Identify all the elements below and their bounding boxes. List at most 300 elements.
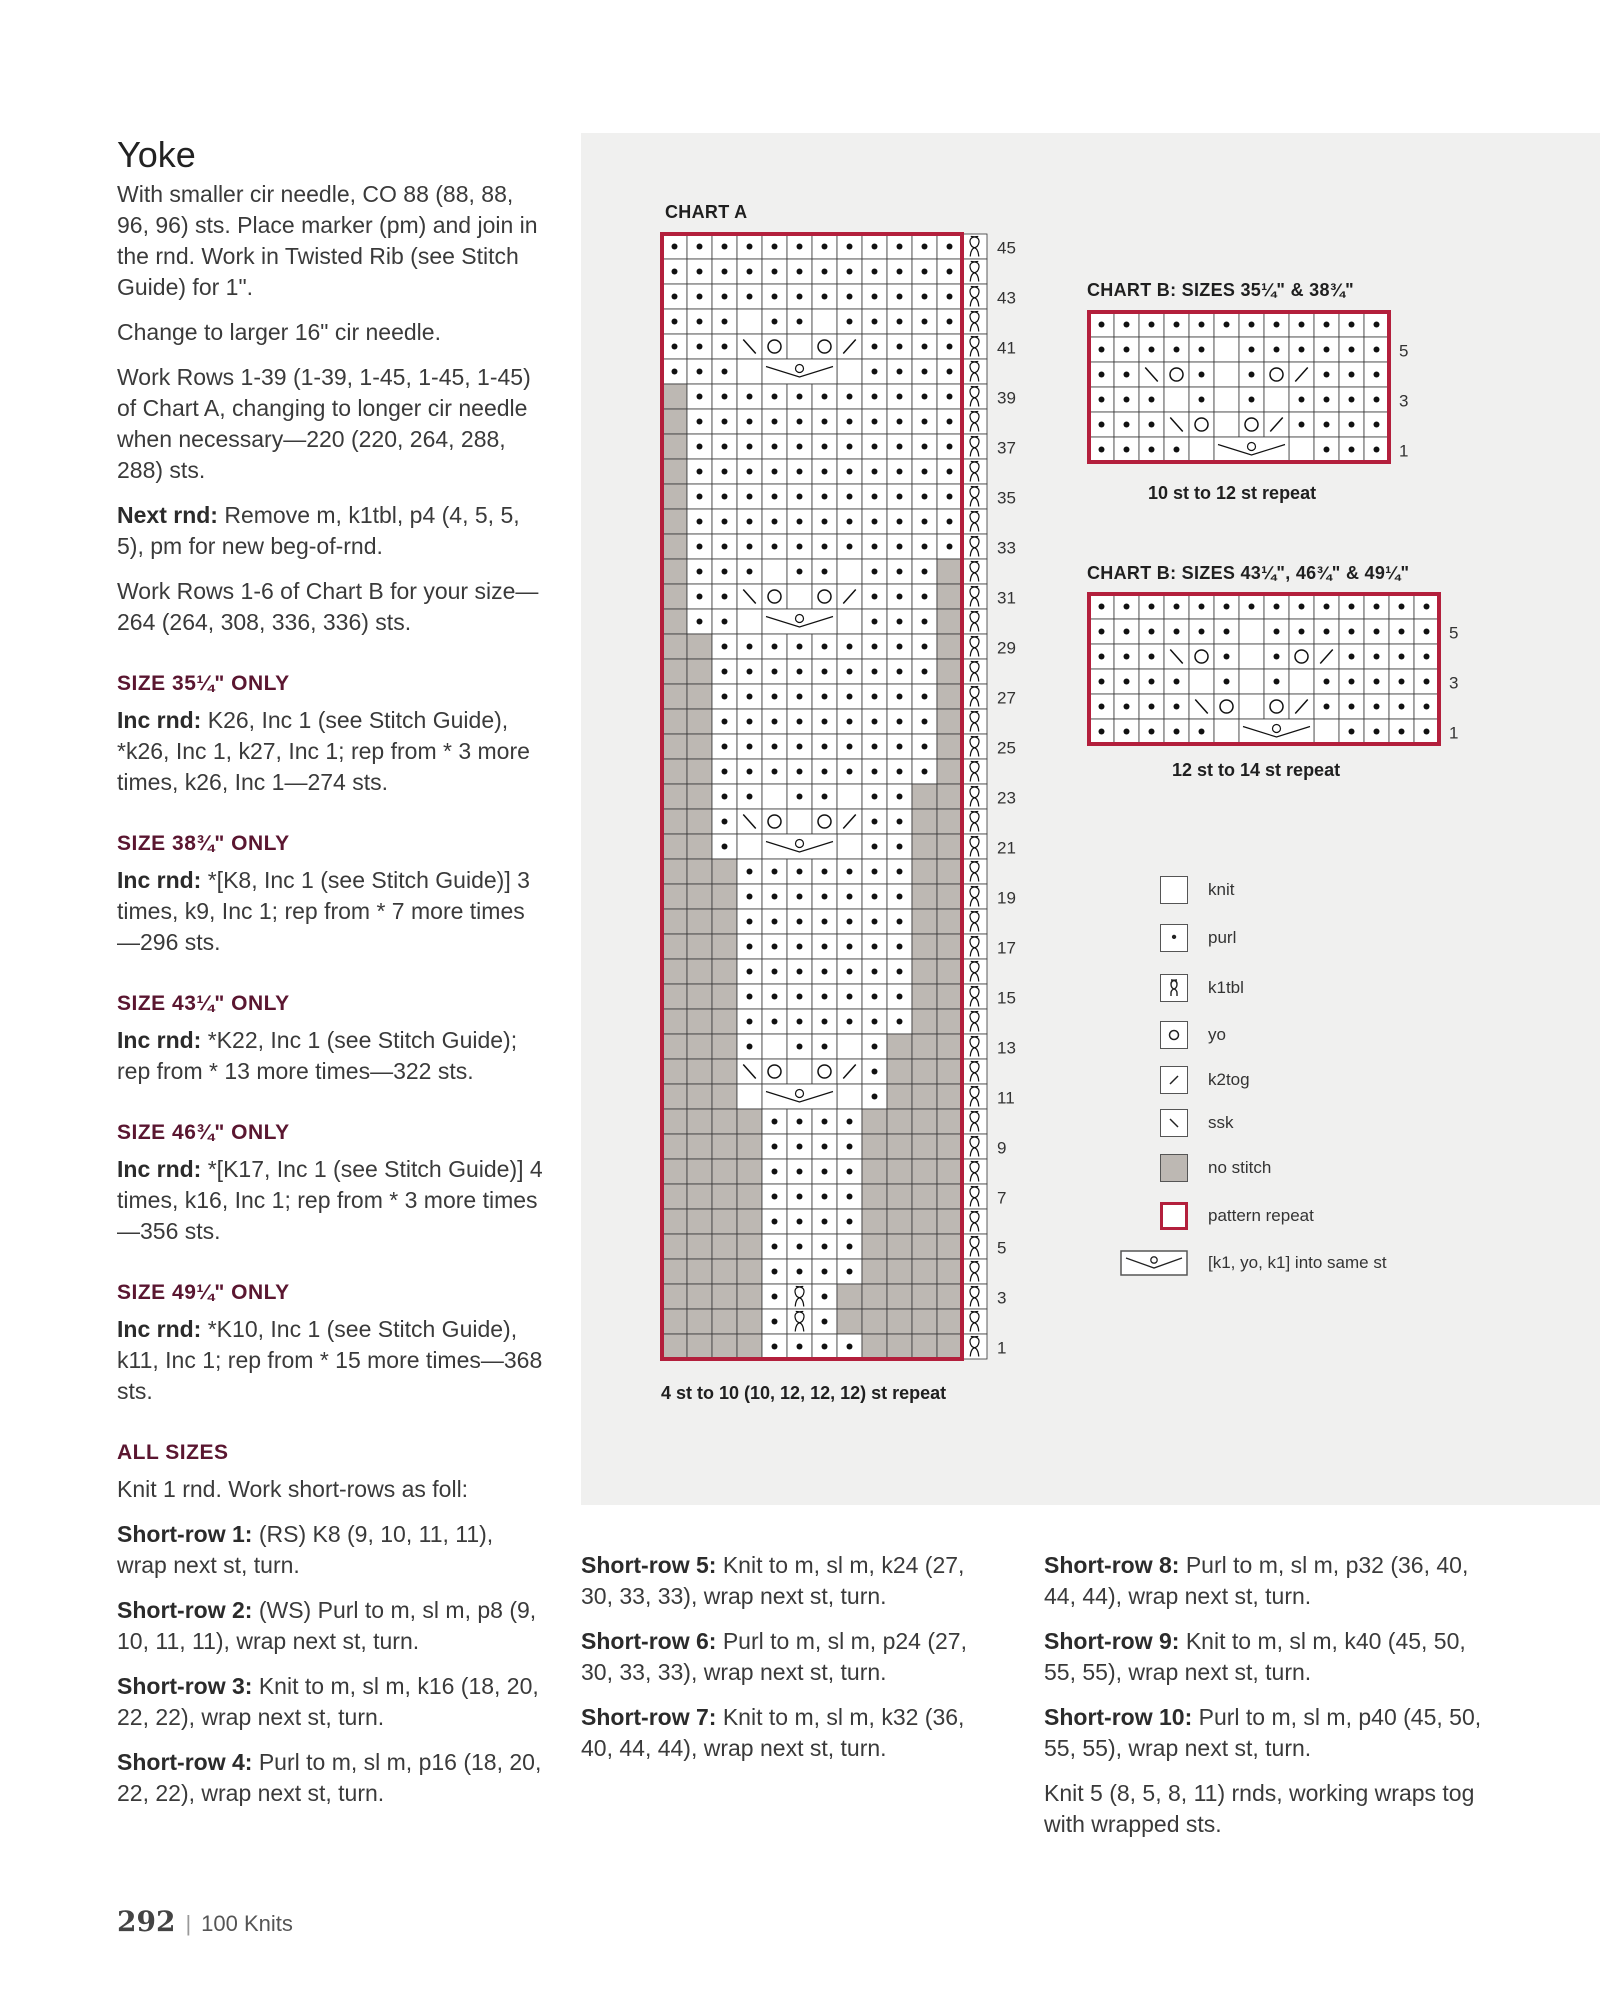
stitch-cell [787, 1284, 812, 1309]
legend-item-k2tog [1160, 1066, 1250, 1094]
no-stitch-cell [662, 1084, 687, 1109]
no-stitch-cell [687, 909, 712, 934]
short-row-text: Knit to m, sl m, k16 (18, 20, 22, 22), wrap next st, turn. [117, 1673, 539, 1730]
legend-item-knit [1160, 876, 1234, 904]
legend-label: no stitch [1208, 1158, 1272, 1177]
stitch-cell [1289, 644, 1314, 669]
no-stitch-cell [887, 1234, 912, 1259]
no-stitch-cell [862, 1209, 887, 1234]
no-stitch-cell [737, 1284, 762, 1309]
no-stitch-cell [662, 709, 687, 734]
k1-yo-k1-cell [1239, 719, 1314, 744]
no-stitch-cell [662, 1009, 687, 1034]
stitch-cell [812, 334, 837, 359]
no-stitch-cell [862, 1134, 887, 1159]
all-sizes-heading: ALL SIZES [117, 1441, 229, 1464]
row-number: 35 [997, 488, 1016, 508]
no-stitch-cell [937, 1259, 962, 1284]
short-row-label: Short-row 4: [117, 1749, 253, 1775]
no-stitch-cell [937, 934, 962, 959]
short-row-text: Knit to m, sl m, k32 (36, 40, 44, 44), wrap next st, turn. [581, 1704, 965, 1761]
stitch-cell [1289, 669, 1314, 694]
no-stitch-cell [687, 1009, 712, 1034]
stitch-cell [962, 1109, 987, 1134]
stitch-cell [787, 584, 812, 609]
inc-rnd-text: *[K8, Inc 1 (see Stitch Guide)] 3 times, k9, Inc 1; rep from * 7 more times—296 sts. [117, 867, 530, 955]
row-number: 5 [1449, 623, 1459, 643]
inc-rnd-text: *K22, Inc 1 (see Stitch Guide); rep from * 13 more times—322 sts. [117, 1027, 518, 1084]
no-stitch-cell [712, 1059, 737, 1084]
no-stitch-cell [662, 509, 687, 534]
short-row-label: Short-row 1: [117, 1521, 253, 1547]
no-stitch-cell [687, 834, 712, 859]
stitch-cell [1264, 694, 1289, 719]
stitch-cell [962, 934, 987, 959]
no-stitch-cell [862, 1234, 887, 1259]
stitch-cell [962, 659, 987, 684]
stitch-cell [1214, 337, 1239, 362]
stitch-cell [962, 1309, 987, 1334]
paragraph-next-rnd [117, 500, 547, 562]
no-stitch-cell [862, 1109, 887, 1134]
no-stitch-cell [712, 1034, 737, 1059]
stitch-cell [1214, 719, 1239, 744]
size-instruction [117, 1025, 547, 1087]
no-stitch-cell [662, 534, 687, 559]
no-stitch-cell [687, 884, 712, 909]
inc-rnd-text: *K10, Inc 1 (see Stitch Guide), k11, Inc 1; rep from * 15 more times—368 sts. [117, 1316, 543, 1404]
size-heading: SIZE 35¼" ONLY [117, 672, 290, 695]
no-stitch-cell [687, 684, 712, 709]
size-heading: SIZE 38¾" ONLY [117, 832, 290, 855]
stitch-cell [837, 784, 862, 809]
no-stitch-cell [712, 1159, 737, 1184]
no-stitch-cell [937, 1209, 962, 1234]
stitch-cell [962, 984, 987, 1009]
no-stitch-cell [687, 1234, 712, 1259]
stitch-cell [962, 959, 987, 984]
no-stitch-cell [712, 1084, 737, 1109]
no-stitch-cell [712, 1134, 737, 1159]
no-stitch-cell [887, 1259, 912, 1284]
no-stitch-cell [837, 1309, 862, 1334]
no-stitch-cell [687, 934, 712, 959]
no-stitch-cell [712, 1309, 737, 1334]
row-number: 3 [1449, 673, 1459, 693]
no-stitch-cell [662, 759, 687, 784]
no-stitch-cell [937, 809, 962, 834]
stitch-cell [762, 559, 787, 584]
all-sizes-intro: Knit 1 rnd. Work short-rows as foll: [117, 1476, 469, 1502]
k1-yo-k1-symbol-icon [1120, 1250, 1188, 1276]
row-number: 13 [997, 1038, 1016, 1058]
short-row [117, 1595, 547, 1657]
stitch-cell [837, 1034, 862, 1059]
no-stitch-cell [662, 1259, 687, 1284]
row-number: 25 [997, 738, 1016, 758]
stitch-cell [962, 634, 987, 659]
stitch-cell [1189, 644, 1214, 669]
no-stitch-cell [687, 1059, 712, 1084]
short-row-text: Purl to m, sl m, p16 (18, 20, 22, 22), wrap next st, turn. [117, 1749, 542, 1806]
legend-item-purl [1160, 924, 1236, 952]
no-stitch-cell [862, 1184, 887, 1209]
no-stitch-cell [737, 1334, 762, 1359]
no-stitch-cell [862, 1259, 887, 1284]
legend-item-pattern-repeat [1160, 1202, 1314, 1230]
no-stitch-cell [912, 1234, 937, 1259]
book-title: 100 Knits [201, 1911, 293, 1936]
row-number: 27 [997, 688, 1016, 708]
no-stitch-cell [662, 1309, 687, 1334]
row-number: 37 [997, 438, 1016, 458]
no-stitch-cell [887, 1334, 912, 1359]
row-number: 5 [1399, 341, 1409, 361]
short-row-label: Short-row 7: [581, 1704, 717, 1730]
inc-rnd-label: Inc rnd: [117, 707, 202, 733]
no-stitch-cell [737, 1259, 762, 1284]
page-number: 292 [117, 1905, 176, 1938]
short-row-label: Short-row 2: [117, 1597, 253, 1623]
no-stitch-cell [937, 1234, 962, 1259]
paragraph-change-needle: Change to larger 16" cir needle. [117, 319, 441, 345]
no-stitch-cell [887, 1109, 912, 1134]
left-column [117, 133, 547, 1823]
no-stitch-cell [712, 1259, 737, 1284]
no-stitch-cell [712, 1284, 737, 1309]
k1-yo-k1-cell [762, 359, 837, 384]
no-stitch-cell [862, 1159, 887, 1184]
short-row-label: Short-row 5: [581, 1552, 717, 1578]
no-stitch-cell [687, 709, 712, 734]
no-stitch-cell [712, 1009, 737, 1034]
no-stitch-cell [912, 1209, 937, 1234]
no-stitch-cell [912, 959, 937, 984]
stitch-cell [962, 1034, 987, 1059]
no-stitch-cell [687, 1109, 712, 1134]
stitch-cell [812, 309, 837, 334]
no-stitch-cell [887, 1034, 912, 1059]
no-stitch-cell [712, 934, 737, 959]
stitch-cell [787, 334, 812, 359]
legend-label: purl [1208, 928, 1237, 947]
stitch-cell [962, 1184, 987, 1209]
no-stitch-cell [937, 684, 962, 709]
no-stitch-cell [912, 1134, 937, 1159]
short-row-label: Short-row 9: [1044, 1628, 1180, 1654]
no-stitch-cell [687, 1084, 712, 1109]
stitch-cell [1189, 412, 1214, 437]
short-row-text: (RS) K8 (9, 10, 11, 11), wrap next st, turn. [117, 1521, 494, 1578]
knit-symbol-icon [1160, 876, 1188, 904]
yo-symbol-icon [1160, 1021, 1188, 1049]
stitch-cell [762, 334, 787, 359]
next-rnd-text: Remove m, k1tbl, p4 (4, 5, 5, 5), pm for new beg-of-rnd. [117, 502, 520, 559]
stitch-cell [962, 709, 987, 734]
legend-label: yo [1208, 1025, 1226, 1044]
stitch-cell [787, 1059, 812, 1084]
row-number: 17 [997, 938, 1016, 958]
stitch-cell [962, 784, 987, 809]
no-stitch-cell [887, 1209, 912, 1234]
no-stitch-cell [912, 1159, 937, 1184]
size-instruction [117, 705, 547, 798]
no-stitch-cell [912, 934, 937, 959]
stitch-cell [962, 484, 987, 509]
no-stitch-cell [662, 784, 687, 809]
short-row [581, 1702, 1001, 1764]
middle-column [581, 1550, 1001, 1778]
no-stitch-cell [712, 1334, 737, 1359]
no-stitch-cell [937, 1184, 962, 1209]
row-number: 45 [997, 238, 1016, 258]
no-stitch-cell [737, 1134, 762, 1159]
stitch-cell [962, 909, 987, 934]
short-row-text: (WS) Purl to m, sl m, p8 (9, 10, 11, 11), wrap next st, turn. [117, 1597, 537, 1654]
no-stitch-cell [662, 734, 687, 759]
stitch-cell [962, 1259, 987, 1284]
no-stitch-cell [937, 1059, 962, 1084]
paragraph-chart-b: Work Rows 1-6 of Chart B for your size—264 (264, 308, 336, 336) sts. [117, 578, 539, 635]
no-stitch-cell [937, 1084, 962, 1109]
no-stitch-cell [937, 1159, 962, 1184]
stitch-cell [962, 409, 987, 434]
stitch-cell [962, 1059, 987, 1084]
stitch-cell [1264, 387, 1289, 412]
stitch-cell [962, 1084, 987, 1109]
no-stitch-cell [937, 1334, 962, 1359]
right-column [1044, 1550, 1484, 1854]
stitch-cell [962, 859, 987, 884]
stitch-cell [737, 359, 762, 384]
legend-item-k1tbl [1160, 974, 1244, 1002]
no-stitch-cell [937, 659, 962, 684]
stitch-cell [1214, 412, 1239, 437]
no-stitch-cell [737, 1309, 762, 1334]
no-stitch-cell [937, 1109, 962, 1134]
page-footer [117, 1905, 293, 1938]
stitch-cell [962, 759, 987, 784]
inc-rnd-text: K26, Inc 1 (see Stitch Guide), *k26, Inc 1, k27, Inc 1; rep from * 3 more times, k26, Inc 1—274 sts. [117, 707, 530, 795]
no-stitch-cell [937, 759, 962, 784]
no-stitch-symbol-icon [1160, 1154, 1188, 1182]
stitch-cell [1239, 412, 1264, 437]
stitch-cell [1214, 362, 1239, 387]
stitch-cell [962, 1234, 987, 1259]
no-stitch-cell [912, 984, 937, 1009]
no-stitch-cell [662, 1209, 687, 1234]
no-stitch-cell [712, 909, 737, 934]
stitch-cell [962, 434, 987, 459]
short-row-text: Purl to m, sl m, p40 (45, 50, 55, 55), wrap next st, turn. [1044, 1704, 1482, 1761]
no-stitch-cell [712, 884, 737, 909]
stitch-cell [962, 1009, 987, 1034]
stitch-cell [962, 684, 987, 709]
size-instruction [117, 1154, 547, 1247]
stitch-cell [1289, 437, 1314, 462]
no-stitch-cell [662, 1284, 687, 1309]
no-stitch-cell [662, 859, 687, 884]
no-stitch-cell [662, 1059, 687, 1084]
no-stitch-cell [737, 1184, 762, 1209]
no-stitch-cell [887, 1184, 912, 1209]
stitch-cell [737, 609, 762, 634]
stitch-cell [762, 1034, 787, 1059]
chart-b1-repeat-caption: 10 st to 12 st repeat [1148, 483, 1317, 503]
stitch-cell [962, 459, 987, 484]
row-number: 3 [1399, 391, 1409, 411]
size-heading: SIZE 49¼" ONLY [117, 1281, 290, 1304]
stitch-cell [762, 584, 787, 609]
size-instruction [117, 865, 547, 958]
no-stitch-cell [937, 734, 962, 759]
no-stitch-cell [712, 984, 737, 1009]
no-stitch-cell [687, 1334, 712, 1359]
no-stitch-cell [937, 1134, 962, 1159]
no-stitch-cell [912, 1009, 937, 1034]
stitch-cell [837, 834, 862, 859]
no-stitch-cell [937, 1309, 962, 1334]
stitch-cell [1214, 694, 1239, 719]
short-row-text: Knit to m, sl m, k24 (27, 30, 33, 33), wrap next st, turn. [581, 1552, 965, 1609]
no-stitch-cell [687, 1259, 712, 1284]
stitch-cell [737, 309, 762, 334]
no-stitch-cell [687, 1184, 712, 1209]
no-stitch-cell [662, 409, 687, 434]
k2tog-symbol-icon [1160, 1066, 1188, 1094]
no-stitch-cell [937, 609, 962, 634]
no-stitch-cell [937, 634, 962, 659]
stitch-cell [837, 609, 862, 634]
no-stitch-cell [662, 459, 687, 484]
no-stitch-cell [687, 1134, 712, 1159]
k1tbl-symbol-icon [1160, 974, 1188, 1002]
stitch-cell [962, 284, 987, 309]
stitch-cell [962, 1134, 987, 1159]
short-row [581, 1550, 1001, 1612]
no-stitch-cell [687, 809, 712, 834]
no-stitch-cell [937, 559, 962, 584]
stitch-cell [1239, 694, 1264, 719]
short-row [1044, 1626, 1484, 1688]
no-stitch-cell [912, 1259, 937, 1284]
no-stitch-cell [912, 1084, 937, 1109]
no-stitch-cell [662, 1184, 687, 1209]
stitch-cell [1164, 362, 1189, 387]
stitch-cell [762, 809, 787, 834]
k1-yo-k1-cell [762, 834, 837, 859]
stitch-cell [812, 1059, 837, 1084]
no-stitch-cell [687, 1309, 712, 1334]
next-rnd-label: Next rnd: [117, 502, 218, 528]
chart-b2-repeat-caption: 12 st to 14 st repeat [1172, 760, 1341, 780]
no-stitch-cell [687, 1159, 712, 1184]
stitch-cell [762, 784, 787, 809]
no-stitch-cell [662, 884, 687, 909]
no-stitch-cell [937, 984, 962, 1009]
no-stitch-cell [662, 609, 687, 634]
no-stitch-cell [737, 1109, 762, 1134]
short-row-text: Purl to m, sl m, p24 (27, 30, 33, 33), wrap next st, turn. [581, 1628, 967, 1685]
row-number: 11 [997, 1088, 1015, 1108]
no-stitch-cell [887, 1309, 912, 1334]
short-row-text: Knit to m, sl m, k40 (45, 50, 55, 55), wrap next st, turn. [1044, 1628, 1466, 1685]
short-row [1044, 1702, 1484, 1764]
no-stitch-cell [937, 784, 962, 809]
no-stitch-cell [712, 959, 737, 984]
short-row [117, 1519, 547, 1581]
no-stitch-cell [887, 1059, 912, 1084]
no-stitch-cell [687, 859, 712, 884]
no-stitch-cell [687, 959, 712, 984]
no-stitch-cell [937, 1284, 962, 1309]
stitch-cell [837, 359, 862, 384]
row-number: 21 [997, 838, 1016, 858]
pattern-repeat-symbol-icon [1160, 1202, 1188, 1230]
legend-label: k2tog [1208, 1070, 1250, 1089]
section-heading: Yoke [117, 134, 196, 175]
no-stitch-cell [912, 1109, 937, 1134]
no-stitch-cell [687, 1034, 712, 1059]
stitch-cell [1164, 387, 1189, 412]
no-stitch-cell [837, 1284, 862, 1309]
no-stitch-cell [662, 1334, 687, 1359]
no-stitch-cell [862, 1284, 887, 1309]
no-stitch-cell [912, 909, 937, 934]
no-stitch-cell [937, 1009, 962, 1034]
row-number: 29 [997, 638, 1016, 658]
size-heading: SIZE 46¾" ONLY [117, 1121, 290, 1144]
stitch-cell [962, 609, 987, 634]
stitch-cell [787, 1309, 812, 1334]
inc-rnd-label: Inc rnd: [117, 1156, 202, 1182]
row-number: 5 [997, 1238, 1007, 1258]
no-stitch-cell [662, 1159, 687, 1184]
no-stitch-cell [912, 1334, 937, 1359]
ssk-symbol-icon [1160, 1109, 1188, 1137]
stitch-cell [1264, 362, 1289, 387]
row-number: 43 [997, 288, 1016, 308]
no-stitch-cell [737, 1209, 762, 1234]
stitch-cell [962, 559, 987, 584]
no-stitch-cell [887, 1134, 912, 1159]
row-number: 9 [997, 1138, 1007, 1158]
no-stitch-cell [687, 1284, 712, 1309]
no-stitch-cell [937, 909, 962, 934]
no-stitch-cell [662, 809, 687, 834]
inc-rnd-label: Inc rnd: [117, 867, 202, 893]
stitch-cell [787, 809, 812, 834]
chart-b2-grid [1087, 592, 1477, 752]
stitch-cell [812, 809, 837, 834]
no-stitch-cell [937, 959, 962, 984]
row-number: 1 [1399, 441, 1409, 461]
purl-symbol-icon: • [1160, 924, 1188, 952]
stitch-cell [962, 259, 987, 284]
short-row-text: Purl to m, sl m, p32 (36, 40, 44, 44), wrap next st, turn. [1044, 1552, 1469, 1609]
chart-a-repeat-caption: 4 st to 10 (10, 12, 12, 12) st repeat [661, 1383, 947, 1403]
short-row-label: Short-row 3: [117, 1673, 253, 1699]
inc-rnd-label: Inc rnd: [117, 1027, 202, 1053]
legend-label: ssk [1208, 1113, 1234, 1132]
stitch-cell [812, 584, 837, 609]
no-stitch-cell [937, 584, 962, 609]
no-stitch-cell [662, 1034, 687, 1059]
no-stitch-cell [712, 1109, 737, 1134]
no-stitch-cell [912, 884, 937, 909]
chart-b1-title: CHART B: SIZES 35¼" & 38¾" [1087, 280, 1354, 300]
short-row [117, 1671, 547, 1733]
